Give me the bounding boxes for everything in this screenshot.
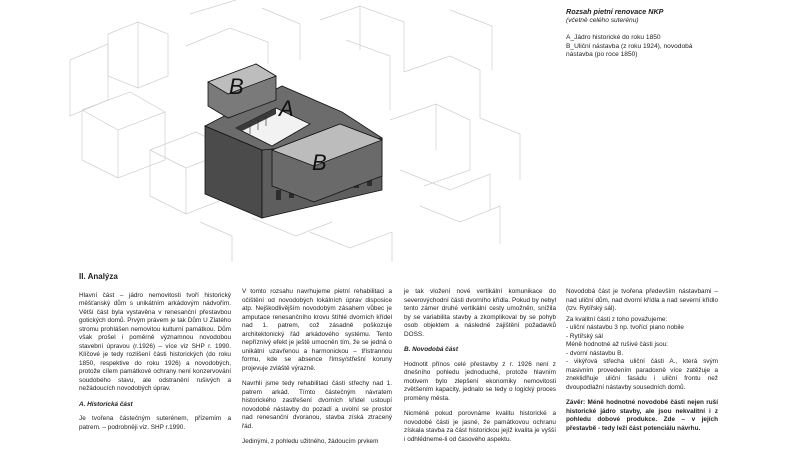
text-column-3 [404,288,556,451]
legend-item-b: B_Uliční nástavba (z roku 1924), novodobá nástavba (po roce 1850) [566,42,693,59]
list-item: - Rytířský sál [566,332,603,340]
paragraph: Méně hodnotné až rušivé části jsou: [566,341,668,349]
paragraph: V tomto rozsahu navrhujeme pietní rehabilitaci a očištění od novodobých lokálních úprav disposice atp. Nejškodlivějším novodobým zásahem vůbec je amputace renesančního krovu štíhlé dvorních křídel nad 1. patrem, což zásadně poškozuje architektonický řád arkádového systému. Tento nepříznivý efekt je ještě umocněn tím, že se jedná o unikátní uzavřenou a harmonickou – třístrannou formu, kde se absence římsy/střešní koruny projevuje zvláště výrazně. [242,288,392,372]
list-item: - uliční nástavbu 3 np. tvořící piano nobile [566,324,684,332]
drawing-label-b-left: B [229,74,244,99]
text-column-4 [566,288,718,440]
legend-item-a: A_Jádro historické do roku 1850 [566,33,661,41]
section-heading: II. Analýza [79,272,118,281]
subheading-b: B. Novodobá část [404,346,458,354]
paragraph: Novodobá část je tvořena především nástavbami – nad uliční dům, nad dvorní křídla a nad severní křídlo (tzv. Rytířský sál). [566,288,718,313]
paragraph: Navrhli jsme tedy rehabilitaci části střechy nad 1. patrem arkád. Tímto částečným návratem historického zastřešení dvorních křídel ustoupí novodobé nástavby do pozadí a uvolní se prostor nad renesanční dvoranou, stavba získá ztracený řád. [242,380,392,430]
legend-title: Rozsah pietní renovace NKP [566,7,664,16]
paragraph: Hlavní část – jádro nemovitosti tvoří historický měšťanský dům s unikátním arkádovým nádvořím. Větší část byla vystavěna v renesanční přestavbou gotických domů. Prvým právem je tak Dům U Zlatého stromu prohlášen nemovitou kulturní památkou. Dům však prošel i poměrně významnou novodobou stavební úpravou (r.1926) – více viz SHP r. 1990. Klíčové je tedy rozlišení části historických (do roku 1850, respektive do roku 1926) a novodobých, protože cílem památkové ochrany není konzervování soudobého stavu, ale odstranění rušivých a nežádoucích novodobých úprav. [79,291,231,393]
paragraph: Nicméně pokud porovnáme kvalitu historické a novodobé části je jasné, že památkovou ochranu získala stavba za část historickou jejíž kvalita je vyšší i odhlédneme-li od časového aspektu. [404,410,556,443]
paragraph: Za kvalitní části z toho považujeme: [566,315,668,323]
subheading-a: A. Historická část [79,400,133,408]
drawing-label-a: A [279,96,294,121]
paragraph: je tak vložení nové vertikální komunikace do severovýchodní části dvorního křídla. Pokud by nebyl tento zámer druhé vertikální cesty umožněn, snížila by se variabilita stavby a zkomplikoval by se pohyb osob objektem a následné zajištění požadavků DOSS. [404,288,556,338]
legend [566,7,696,60]
legend-subtitle: (včetně celého suterénu) [566,16,639,24]
list-item: - dvorní nástavbu B. [566,349,624,357]
paragraph: Je tvořena částečným suterénem, přízemím a patrem. – podrobněji viz. SHP r.1990. [79,415,231,431]
drawing-label-b-right: B [312,150,327,175]
list-item: - vikýřová střecha uliční části A., která svým masivním provedením paradoxně více zatěžuje a znekliďňuje uliční fasádu i uliční frontu než dvoupodlažní nástavby sousedních domů. [566,358,718,391]
text-column-2 [242,288,392,454]
conclusion: Závěr: Méně hodnotné novodobé části nejen ruší historické jádro stavby, ale jsou nekvalitní i z pohledu dobové produkce. Zde – v jejích přestavbě - tedy leží část potenciálu návrhu. [566,399,718,432]
paragraph: Jedinými, z pohledu užitného, žádoucím prvkem [242,438,379,446]
text-column-1 [79,272,231,439]
paragraph: Hodnotit přínos celé přestavby z r. 1926 není z dnešního pohledu jednoduché, protože hlavním motivem bylo zlepšení ekonomiky nemovitosti zvětšením kapacity, jednalo se tedy o logický proces proměny města. [404,360,556,402]
